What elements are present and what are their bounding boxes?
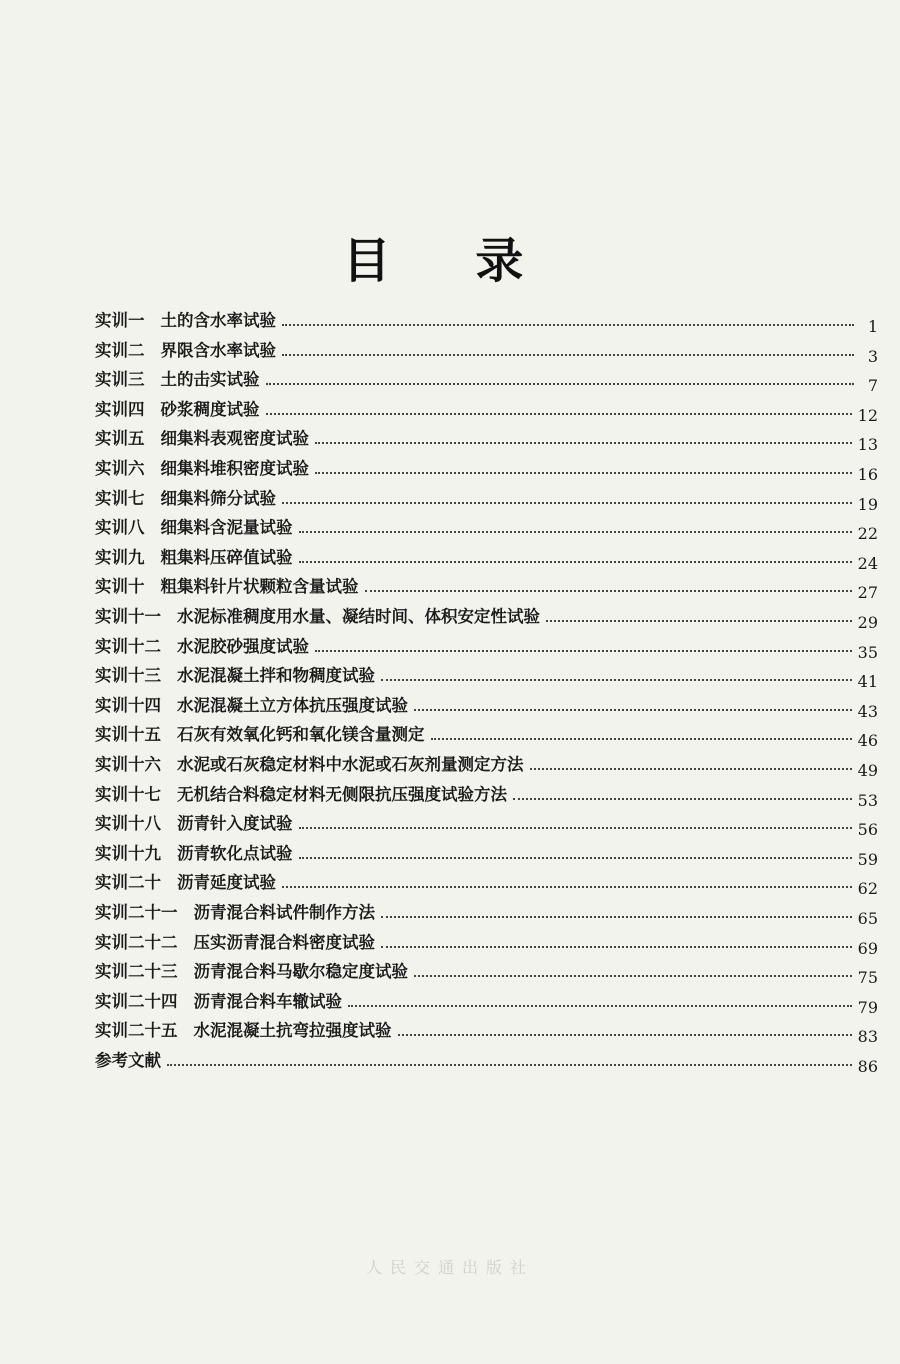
toc-entry[interactable] <box>95 361 878 396</box>
toc-leader-dots <box>398 1034 852 1036</box>
toc-entry-title: 水泥标准稠度用水量、凝结时间、体积安定性试验 <box>177 607 540 626</box>
toc-entry-page: 56 <box>857 820 878 840</box>
toc-leader-dots <box>315 650 852 652</box>
toc-entry-title: 沥青软化点试验 <box>177 843 293 863</box>
toc-entry-title: 沥青延度试验 <box>177 873 276 893</box>
toc-entry[interactable] <box>95 983 878 1017</box>
toc-leader-dots <box>315 472 852 474</box>
toc-entry-title: 细集料堆积密度试验 <box>160 459 309 478</box>
toc-entry-title: 土的含水率试验 <box>160 311 276 330</box>
toc-entry-number: 实训十三 <box>95 666 161 686</box>
toc-leader-dots <box>282 354 854 356</box>
toc-entry-title: 沥青混合料马歇尔稳定度试验 <box>193 962 408 982</box>
toc-leader-dots <box>381 946 852 948</box>
toc-entry-title: 石灰有效氧化钙和氧化镁含量测定 <box>177 725 425 745</box>
toc-entry-number: 实训六 <box>95 459 145 478</box>
toc-entry-page: 27 <box>857 583 878 603</box>
toc-leader-dots <box>365 590 852 592</box>
toc-entry-number: 参考文献 <box>95 1051 161 1070</box>
toc-entry-number: 实训四 <box>95 399 145 419</box>
toc-entry-page: 16 <box>857 465 878 484</box>
toc-entry[interactable] <box>95 924 878 958</box>
toc-entry-title: 压实沥青混合料密度试验 <box>193 932 375 952</box>
toc-entry-title: 界限含水率试验 <box>160 340 276 360</box>
toc-entry-number: 实训十四 <box>95 695 161 715</box>
toc-leader-dots <box>315 442 852 444</box>
toc-entry[interactable] <box>95 332 878 366</box>
toc-entry-number: 实训二 <box>95 340 145 360</box>
toc-entry-page: 19 <box>857 494 878 514</box>
toc-entry-number: 实训三 <box>95 370 145 390</box>
toc-leader-dots <box>167 1064 852 1066</box>
toc-entry-page: 59 <box>857 849 878 869</box>
toc-entry-number: 实训二十五 <box>95 1021 178 1041</box>
toc-entry-page: 75 <box>857 968 878 988</box>
toc-entry-page: 79 <box>857 997 878 1017</box>
toc-leader-dots <box>299 561 852 563</box>
toc-leader-dots <box>431 738 852 740</box>
toc-entry-title: 水泥混凝土拌和物稠度试验 <box>177 666 375 686</box>
toc-entry[interactable] <box>95 539 878 573</box>
toc-entry-title: 水泥或石灰稳定材料中水泥或石灰剂量测定方法 <box>177 755 524 774</box>
toc-entry-page: 22 <box>857 524 878 544</box>
toc-leader-dots <box>381 916 852 918</box>
toc-entry-page: 46 <box>857 731 878 751</box>
toc-entry-page: 65 <box>857 909 878 928</box>
toc-entry[interactable] <box>95 746 878 780</box>
toc-entry-number: 实训十八 <box>95 814 161 834</box>
toc-entry-number: 实训二十一 <box>95 903 178 922</box>
toc-entry[interactable] <box>95 509 878 544</box>
toc-leader-dots <box>414 709 852 711</box>
toc-leader-dots <box>266 413 852 415</box>
toc-entry-page: 24 <box>857 553 878 573</box>
toc-leader-dots <box>282 324 854 326</box>
toc-entry-page: 7 <box>867 376 878 396</box>
toc-entry[interactable] <box>95 302 878 336</box>
toc-leader-dots <box>530 768 852 770</box>
toc-entry-title: 水泥混凝土立方体抗压强度试验 <box>177 695 408 715</box>
toc-entry-number: 实训十五 <box>95 725 161 745</box>
toc-leader-dots <box>282 502 852 504</box>
toc-entry-title: 粗集料压碎值试验 <box>160 547 293 567</box>
toc-entry-page: 69 <box>857 938 878 958</box>
toc-entry-title: 沥青混合料试件制作方法 <box>193 903 375 922</box>
toc-entry[interactable] <box>95 864 878 899</box>
toc-leader-dots <box>299 531 852 533</box>
toc-entry[interactable] <box>95 716 878 751</box>
toc-leader-dots <box>348 1005 852 1007</box>
toc-entry[interactable] <box>95 687 878 721</box>
toc-entry-number: 实训二十 <box>95 873 161 893</box>
toc-entry-page: 1 <box>867 317 878 336</box>
toc-entry[interactable] <box>95 1042 878 1076</box>
toc-leader-dots <box>282 886 852 888</box>
toc-entry-number: 实训九 <box>95 547 145 567</box>
toc-entry-number: 实训二十四 <box>95 991 178 1011</box>
toc-entry-title: 无机结合料稳定材料无侧限抗压强度试验方法 <box>177 784 507 804</box>
toc-entry[interactable] <box>95 450 878 484</box>
toc-entry-page: 62 <box>857 879 878 899</box>
toc-entry[interactable] <box>95 657 878 692</box>
toc-entry-page: 49 <box>857 761 878 780</box>
toc-leader-dots <box>381 679 852 681</box>
toc-entry-title: 粗集料针片状颗粒含量试验 <box>160 577 359 597</box>
toc-entry-title: 沥青针入度试验 <box>177 814 293 834</box>
toc-entry[interactable] <box>95 420 878 455</box>
toc-entry-page: 83 <box>857 1027 878 1047</box>
toc-entry-title: 细集料筛分试验 <box>160 488 276 508</box>
toc-entry-page: 13 <box>857 435 878 455</box>
toc-entry-title: 细集料含泥量试验 <box>160 518 293 538</box>
toc-entry[interactable] <box>95 1012 878 1047</box>
toc-entry[interactable] <box>95 628 878 662</box>
publisher-footer: 人民交通出版社 <box>365 1258 534 1277</box>
toc-entry-title: 水泥混凝土抗弯拉强度试验 <box>193 1021 392 1041</box>
page-title: 目 录 <box>342 233 558 289</box>
toc-entry-number: 实训八 <box>95 518 145 538</box>
toc-leader-dots <box>414 975 852 977</box>
toc-entry-number: 实训十六 <box>95 755 161 774</box>
toc-entry-number: 实训二十二 <box>95 932 178 952</box>
toc-entry[interactable] <box>95 953 878 988</box>
toc-entry[interactable] <box>95 480 878 514</box>
toc-entry-title: 细集料表观密度试验 <box>160 429 309 449</box>
toc-entry[interactable] <box>95 568 878 603</box>
toc-entry-page: 53 <box>857 790 878 810</box>
toc-entry-number: 实训一 <box>95 311 145 330</box>
toc-leader-dots <box>546 620 852 622</box>
toc-entry-number: 实训十七 <box>95 784 161 804</box>
toc-leader-dots <box>266 383 855 385</box>
toc-leader-dots <box>299 827 852 829</box>
toc-entry[interactable] <box>95 598 878 632</box>
toc-entry-title: 水泥胶砂强度试验 <box>177 636 309 656</box>
toc-entry-title: 砂浆稠度试验 <box>160 399 260 419</box>
toc-leader-dots <box>513 798 852 800</box>
toc-entry-number: 实训十一 <box>95 607 161 626</box>
toc-leader-dots <box>299 857 852 859</box>
toc-entry-page: 86 <box>857 1057 878 1076</box>
toc-entry-number: 实训七 <box>95 488 145 508</box>
toc-entry[interactable] <box>95 776 878 810</box>
toc-entry[interactable] <box>95 835 878 869</box>
toc-entry[interactable] <box>95 805 878 840</box>
toc-entry-page: 12 <box>857 405 878 425</box>
toc-entry-page: 29 <box>857 613 878 632</box>
toc-entry[interactable] <box>95 894 878 928</box>
toc-entry[interactable] <box>95 391 878 425</box>
toc-entry-title: 土的击实试验 <box>160 370 260 390</box>
toc-entry-number: 实训五 <box>95 429 145 449</box>
toc-entry-number: 实训十 <box>95 577 145 597</box>
toc-entry-number: 实训十九 <box>95 843 161 863</box>
toc-entry-page: 35 <box>857 642 878 662</box>
toc-entry-page: 43 <box>857 701 878 721</box>
toc-entry-page: 3 <box>867 346 878 366</box>
toc-entry-page: 41 <box>857 672 878 692</box>
toc-entry-title: 沥青混合料车辙试验 <box>193 991 342 1011</box>
toc-entry-number: 实训二十三 <box>95 962 178 982</box>
toc-entry-number: 实训十二 <box>95 636 161 656</box>
